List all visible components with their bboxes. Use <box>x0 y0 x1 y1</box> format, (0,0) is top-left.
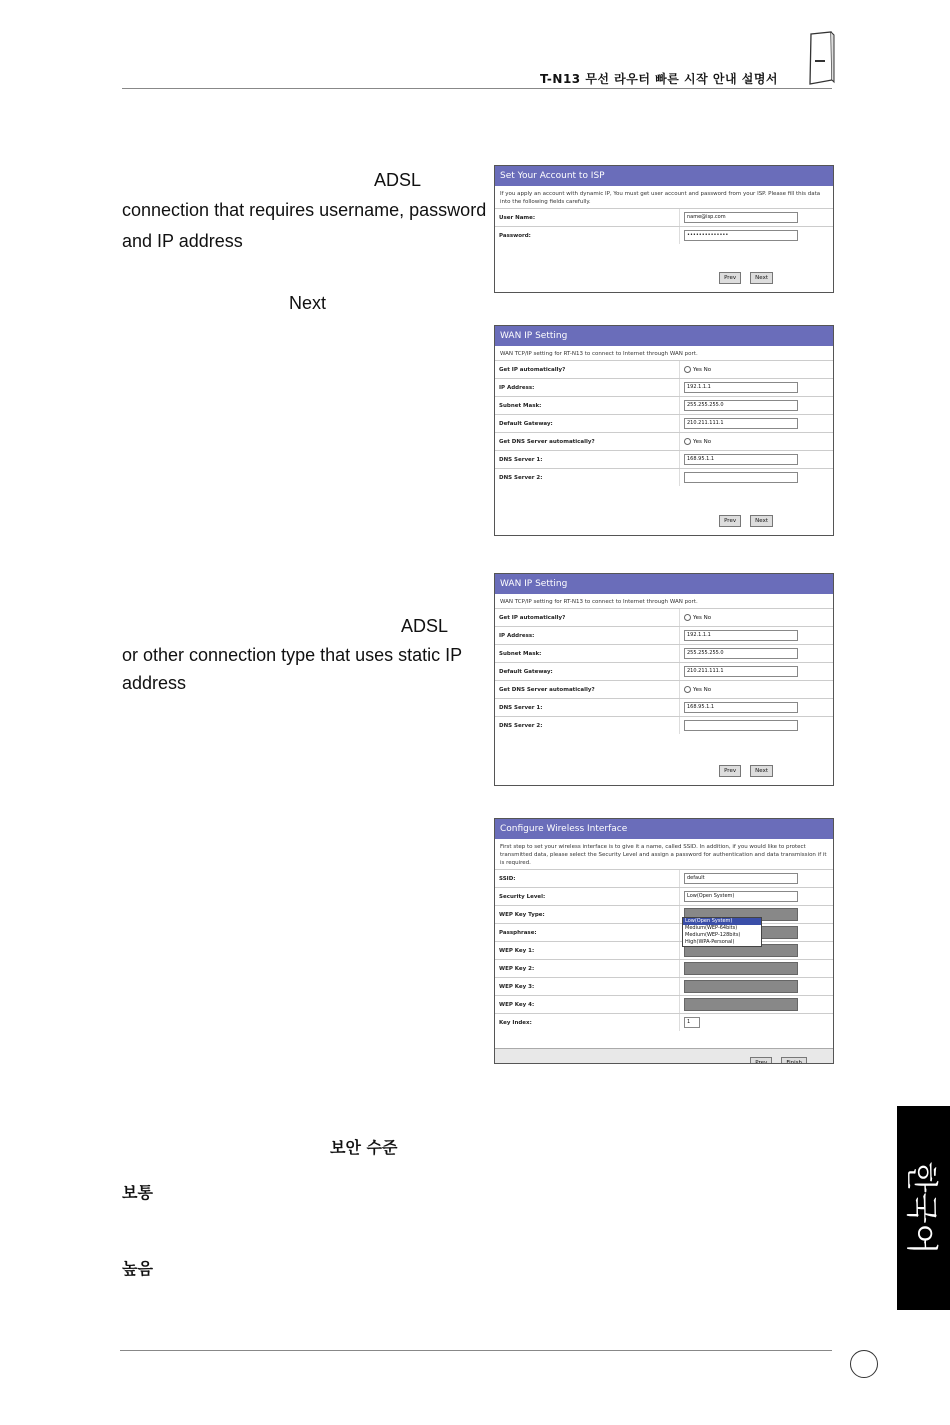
password-label: Password: <box>499 232 531 239</box>
row-label: IP Address: <box>499 632 535 639</box>
wep-key2-field[interactable] <box>684 962 798 975</box>
table-row <box>495 995 833 1013</box>
prev-button[interactable]: Prev <box>719 515 741 527</box>
table-row <box>495 644 833 662</box>
dns2-field[interactable] <box>684 720 798 731</box>
shot3-title: WAN IP Setting <box>495 574 833 594</box>
next-button[interactable]: Next <box>750 272 773 284</box>
wep-key4-field[interactable] <box>684 998 798 1011</box>
table-row <box>495 716 833 734</box>
text-line-6: address <box>122 673 187 693</box>
radio-icon[interactable] <box>684 614 691 621</box>
shot2-title: WAN IP Setting <box>495 326 833 346</box>
radio-icon[interactable] <box>684 686 691 693</box>
row-label: Default Gateway: <box>499 420 553 427</box>
shot1-desc: If you apply an account with dynamic IP, You must get user account and password from your ISP. Please fill this data into the following fields carefully. <box>500 191 821 205</box>
language-tab <box>897 1106 950 1310</box>
row-label: IP Address: <box>499 384 535 391</box>
normal-label: 보통 <box>122 1183 153 1202</box>
dropdown-option[interactable]: High(WPA-Personal) <box>685 939 735 945</box>
subnet-field[interactable]: 255.255.255.0 <box>684 400 798 411</box>
row-label: Passphrase: <box>499 929 537 936</box>
radio-options: Yes No <box>693 438 712 445</box>
table-row <box>495 414 833 432</box>
security-level-select[interactable]: Low(Open System) <box>684 891 798 902</box>
subnet-field[interactable]: 255.255.255.0 <box>684 648 798 659</box>
username-label: User Name: <box>499 214 536 221</box>
table-row <box>495 450 833 468</box>
row-label: Security Level: <box>499 893 546 900</box>
wireless-config-screenshot <box>494 818 834 1064</box>
ip-address-field[interactable]: 192.1.1.1 <box>684 382 798 393</box>
table-row <box>495 608 833 626</box>
row-label: DNS Server 1: <box>499 456 543 463</box>
adsl-label-2: ADSL <box>401 616 449 636</box>
shot1-title: Set Your Account to ISP <box>495 166 833 186</box>
table-row <box>495 698 833 716</box>
table-row <box>495 432 833 450</box>
language-tab-label: 한국어 <box>902 1161 941 1255</box>
table-row <box>495 869 833 887</box>
shot3-desc: WAN TCP/IP setting for RT-N13 to connect to Internet through WAN port. <box>500 599 698 605</box>
row-label: WEP Key 1: <box>499 947 535 954</box>
page-number-circle <box>850 1350 878 1378</box>
security-level-label: 보안 수준 <box>330 1138 398 1157</box>
table-row <box>495 1013 833 1031</box>
shot4-desc: First step to set your wireless interface is to give it a name, called SSID. In addition, if you would like to protect transmitted data, please select the Security Level and assign a password for authentication and data transmission if it is required. <box>500 844 827 866</box>
row-label: WEP Key 2: <box>499 965 535 972</box>
ip-address-field[interactable]: 192.1.1.1 <box>684 630 798 641</box>
text-line-2: connection that requires username, password <box>122 200 487 220</box>
dns2-field[interactable] <box>684 472 798 483</box>
row-label: Default Gateway: <box>499 668 553 675</box>
text-line-3: and IP address <box>122 231 243 251</box>
row-label: Get IP automatically? <box>499 366 566 373</box>
table-row <box>495 396 833 414</box>
ssid-field[interactable]: default <box>684 873 798 884</box>
shot2-desc: WAN TCP/IP setting for RT-N13 to connect to Internet through WAN port. <box>500 351 698 357</box>
table-row <box>495 887 833 905</box>
table-row <box>495 905 833 923</box>
row-label: Key Index: <box>499 1019 532 1026</box>
row-label: WEP Key 3: <box>499 983 535 990</box>
row-label: Subnet Mask: <box>499 650 542 657</box>
row-label: WEP Key 4: <box>499 1001 535 1008</box>
table-row <box>495 923 833 941</box>
table-row <box>495 208 833 226</box>
row-label: WEP Key Type: <box>499 911 545 918</box>
shot4-title: Configure Wireless Interface <box>495 819 833 839</box>
next-button[interactable]: Next <box>750 765 773 777</box>
table-row <box>495 226 833 244</box>
high-label: 높음 <box>122 1259 153 1278</box>
prev-button[interactable]: Prev <box>750 1057 772 1064</box>
next-button[interactable]: Next <box>750 515 773 527</box>
header-title: T-N13 무선 라우터 빠른 시작 안내 설명서 <box>540 72 779 86</box>
dns1-field[interactable]: 168.95.1.1 <box>684 454 798 465</box>
footer-divider <box>120 1350 832 1351</box>
radio-options: Yes No <box>693 686 712 693</box>
row-label: Get IP automatically? <box>499 614 566 621</box>
button-bar <box>495 1048 833 1063</box>
gateway-field[interactable]: 210.211.111.1 <box>684 418 798 429</box>
dropdown-option[interactable]: Medium(WEP-64bits) <box>685 925 738 931</box>
row-label: DNS Server 2: <box>499 474 543 481</box>
isp-account-screenshot <box>494 165 834 293</box>
security-level-dropdown[interactable] <box>682 917 762 947</box>
dropdown-option[interactable]: Low(Open System) <box>683 918 761 925</box>
row-label: Get DNS Server automatically? <box>499 686 595 693</box>
prev-button[interactable]: Prev <box>719 765 741 777</box>
table-row <box>495 468 833 486</box>
table-row <box>495 360 833 378</box>
text-line-5: or other connection type that uses static IP <box>122 645 463 665</box>
router-icon <box>805 30 835 86</box>
row-label: DNS Server 1: <box>499 704 543 711</box>
dns1-field[interactable]: 168.95.1.1 <box>684 702 798 713</box>
radio-options: Yes No <box>693 614 712 621</box>
password-field[interactable]: •••••••••••••• <box>684 230 798 241</box>
header-divider <box>122 88 832 89</box>
next-label: Next <box>289 293 327 313</box>
username-field[interactable]: name@isp.com <box>684 212 798 223</box>
radio-icon[interactable] <box>684 366 691 373</box>
row-label: Subnet Mask: <box>499 402 542 409</box>
table-row <box>495 378 833 396</box>
row-label: DNS Server 2: <box>499 722 543 729</box>
key-index-select[interactable]: 1 <box>684 1017 700 1028</box>
finish-button[interactable]: Finish <box>781 1057 807 1064</box>
table-row <box>495 941 833 959</box>
gateway-field[interactable]: 210.211.111.1 <box>684 666 798 677</box>
adsl-label-1: ADSL <box>374 170 422 190</box>
wan-ip-screenshot-2 <box>494 573 834 786</box>
wep-key3-field[interactable] <box>684 980 798 993</box>
table-row <box>495 680 833 698</box>
radio-icon[interactable] <box>684 438 691 445</box>
wan-ip-screenshot-1 <box>494 325 834 536</box>
table-row <box>495 959 833 977</box>
table-row <box>495 662 833 680</box>
prev-button[interactable]: Prev <box>719 272 741 284</box>
row-label: Get DNS Server automatically? <box>499 438 595 445</box>
radio-options: Yes No <box>693 366 712 373</box>
table-row <box>495 626 833 644</box>
row-label: SSID: <box>499 875 516 882</box>
dropdown-option[interactable]: Medium(WEP-128bits) <box>685 932 741 938</box>
table-row <box>495 977 833 995</box>
